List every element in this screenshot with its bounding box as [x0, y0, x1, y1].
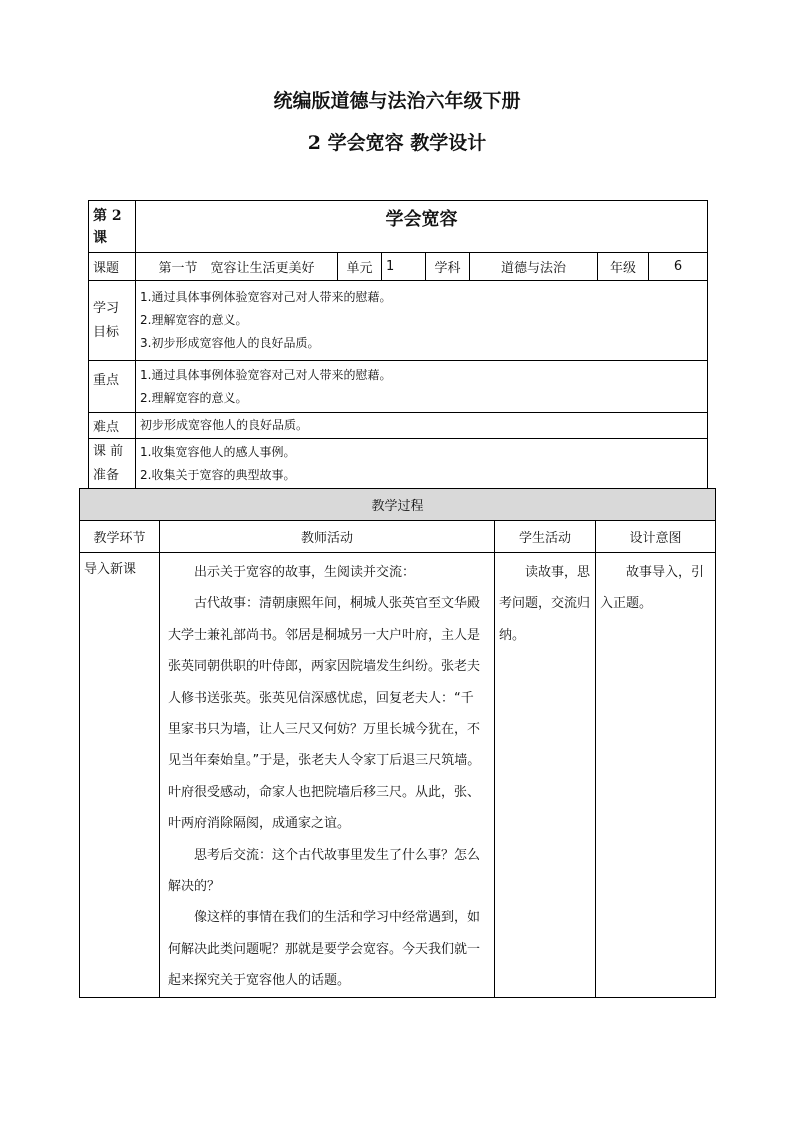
key-points-list	[136, 361, 708, 413]
stage-cell: 导入新课	[80, 553, 160, 998]
lesson-info-table	[88, 200, 708, 489]
teacher-paragraph: 思考后交流：这个古代故事里发生了什么事？怎么解决的？	[168, 847, 481, 895]
objectives-list	[136, 281, 708, 361]
lesson-title: 学会宽容	[136, 201, 708, 253]
design-intent-cell	[596, 553, 716, 998]
design-intent-text: 故事导入，引入正题。	[600, 565, 705, 612]
objective-item: 2.理解宽容的意义。	[140, 313, 248, 327]
teacher-activity-cell	[160, 553, 495, 998]
subject-value: 道德与法治	[470, 253, 598, 281]
topic-label: 课题	[89, 253, 136, 281]
table-row	[80, 553, 716, 998]
column-header: 设计意图	[596, 521, 716, 553]
objective-item: 1.通过具体事例体验宽容对己对人带来的慰藉。	[140, 290, 392, 304]
key-points-label: 重点	[89, 361, 136, 413]
difficulty-value: 初步形成宽容他人的良好品质。	[136, 413, 708, 439]
teaching-process-table	[79, 488, 716, 998]
unit-value: 1	[382, 253, 426, 281]
topic-value: 第一节 宽容让生活更美好	[136, 253, 338, 281]
process-header: 教学过程	[80, 489, 716, 521]
column-header: 学生活动	[495, 521, 596, 553]
unit-label: 单元	[338, 253, 382, 281]
document-title: 统编版道德与法治六年级下册	[273, 90, 521, 112]
student-activity-text: 读故事，思考问题，交流归纳。	[499, 565, 591, 643]
difficulty-label: 难点	[89, 413, 136, 439]
grade-label: 年级	[598, 253, 649, 281]
preparation-item: 2.收集关于宽容的典型故事。	[140, 467, 296, 482]
objectives-label: 学习目标	[89, 281, 136, 361]
key-point-item: 2.理解宽容的意义。	[140, 390, 248, 405]
preparation-list	[136, 439, 708, 489]
preparation-label: 课 前 准备	[89, 439, 136, 489]
student-activity-cell	[495, 553, 596, 998]
grade-value: 6	[649, 253, 708, 281]
key-point-item: 1.通过具体事例体验宽容对己对人带来的慰藉。	[140, 367, 392, 382]
document-subtitle: 2 学会宽容 教学设计	[307, 132, 487, 154]
teacher-paragraph: 古代故事：清朝康熙年间，桐城人张英官至文华殿大学士兼礼部尚书。邻居是桐城另一大户叶府，主人是张英同朝供职的叶侍郎，两家因院墙发生纠纷。张老夫人修书送张英。张英见信深感忧虑，回复老夫人：“千里家书只为墙，让人三尺又何妨？万里长城今犹在，不见当年秦始皇。”于是，张老夫人令家丁后退三尺筑墙。叶府很受感动，命家人也把院墙后移三尺。从此，张、叶两府消除隔阂，成通家之谊。	[168, 596, 481, 832]
objective-item: 3.初步形成宽容他人的良好品质。	[140, 336, 320, 350]
teacher-paragraph: 出示关于宽容的故事，生阅读并交流：	[194, 565, 416, 580]
lesson-number: 第 2 课	[89, 201, 136, 253]
column-header: 教师活动	[160, 521, 495, 553]
subject-label: 学科	[426, 253, 470, 281]
preparation-item: 1.收集宽容他人的感人事例。	[140, 444, 296, 459]
column-header: 教学环节	[80, 521, 160, 553]
teacher-paragraph: 像这样的事情在我们的生活和学习中经常遇到，如何解决此类问题呢？那就是要学会宽容。今天我们就一起来探究关于宽容他人的话题。	[168, 910, 481, 989]
